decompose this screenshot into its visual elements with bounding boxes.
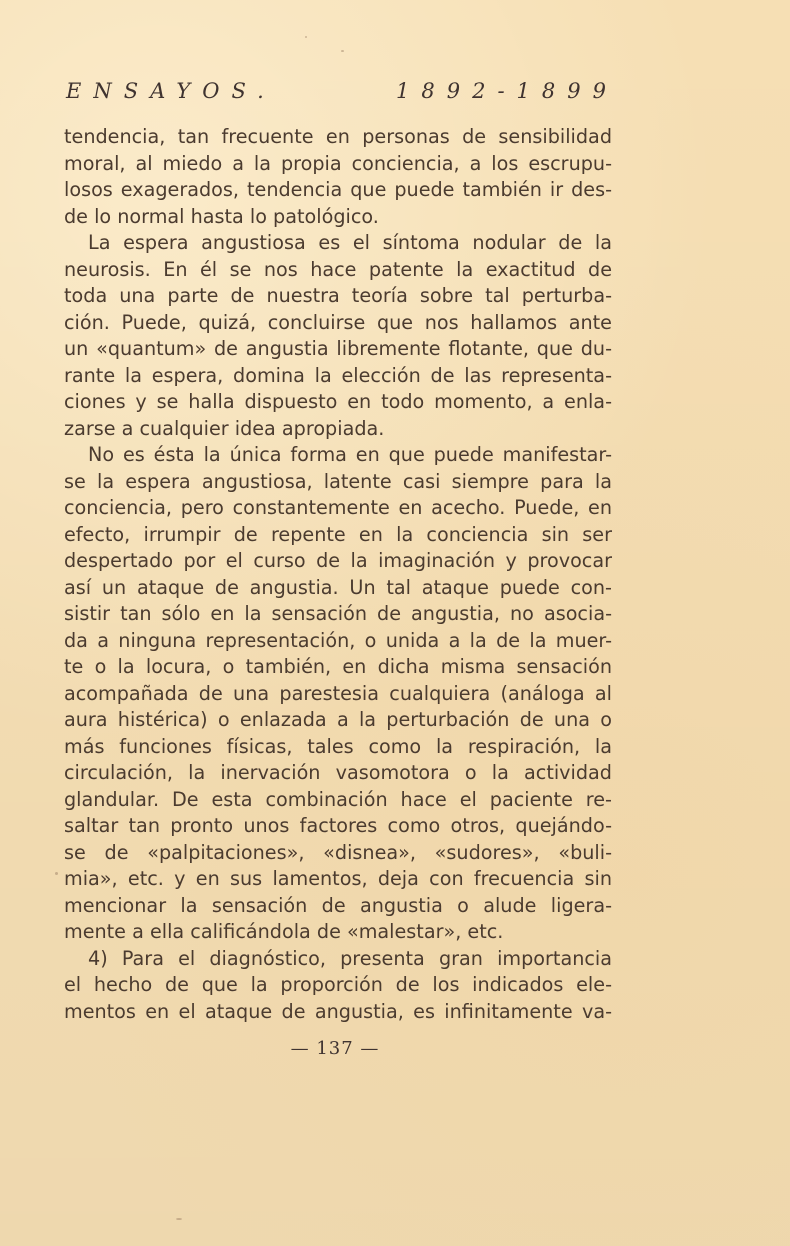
page-number: — 137 —: [290, 1038, 380, 1059]
main-text: [64, 124, 612, 1025]
text-line: mencionar la sensación de angustia o alude ligera-: [64, 893, 612, 917]
text-line: conciencia, pero constantemente en acecho. Puede, en: [64, 496, 612, 519]
text-line: ción. Puede, quizá, concluirse que nos hallamos ante: [64, 310, 612, 334]
paragraph: [64, 124, 612, 230]
text-line: rante la espera, domina la elección de las representa-: [64, 363, 612, 387]
running-header-years: 1892-1899: [396, 79, 618, 103]
text-line: 4) Para el diagnóstico, presenta gran importancia: [88, 946, 612, 970]
text-line: de lo normal hasta lo patológico.: [64, 204, 379, 228]
text-line: se de «palpitaciones», «disnea», «sudores», «buli-: [64, 840, 612, 864]
text-line: el hecho de que la proporción de los indicados ele-: [64, 973, 612, 996]
running-header: [66, 76, 618, 106]
text-line: se la espera angustiosa, latente casi siempre para la: [64, 469, 612, 493]
text-line: mentos en el ataque de angustia, es infinitamente va-: [64, 999, 612, 1023]
text-line: zarse a cualquier idea apropiada.: [64, 416, 385, 440]
text-line: aura histérica) o enlazada a la perturbación de una o: [64, 708, 612, 731]
running-header-title: ENSAYOS.: [66, 79, 276, 103]
paper-speck: [341, 50, 344, 52]
text-line: ciones y se halla dispuesto en todo momento, a enla-: [64, 390, 612, 413]
text-line: despertado por el curso de la imaginación y provocar: [64, 549, 612, 572]
text-line: saltar tan pronto unos factores como otros, quejándo-: [64, 814, 612, 837]
text-line: mia», etc. y en sus lamentos, deja con frecuencia sin: [64, 867, 612, 890]
text-line: da a ninguna representación, o unida a la de la muer-: [64, 628, 612, 652]
text-line: glandular. De esta combinación hace el paciente re-: [64, 787, 612, 811]
text-line: así un ataque de angustia. Un tal ataque puede con-: [64, 575, 612, 599]
paragraph: [64, 946, 612, 1026]
paragraph: [64, 442, 612, 946]
text-line: tendencia, tan frecuente en personas de sensibilidad: [64, 125, 612, 148]
text-line: neurosis. En él se nos hace patente la exactitud de: [64, 257, 612, 281]
text-line: La espera angustiosa es el síntoma nodular de la: [88, 231, 612, 254]
paragraph: [64, 230, 612, 442]
text-line: circulación, la inervación vasomotora o la actividad: [64, 761, 612, 784]
text-line: toda una parte de nuestra teoría sobre tal perturba-: [64, 284, 612, 307]
text-line: sistir tan sólo en la sensación de angustia, no asocia-: [64, 602, 612, 625]
paper-speck: [176, 1218, 182, 1220]
text-line: losos exagerados, tendencia que puede también ir des-: [64, 178, 612, 201]
text-line: moral, al miedo a la propia conciencia, a los escrupu-: [64, 151, 612, 175]
paper-speck: [305, 36, 307, 38]
text-line: efecto, irrumpir de repente en la conciencia sin ser: [64, 522, 612, 546]
paper-speck: [55, 872, 58, 875]
text-line: acompañada de una parestesia cualquiera (análoga al: [64, 681, 612, 705]
text-line: te o la locura, o también, en dicha misma sensación: [64, 655, 612, 678]
text-line: No es ésta la única forma en que puede manifestar-: [88, 443, 612, 466]
text-line: más funciones físicas, tales como la respiración, la: [64, 734, 612, 758]
text-line: un «quantum» de angustia libremente flotante, que du-: [64, 337, 612, 360]
text-line: mente a ella calificándola de «malestar», etc.: [64, 920, 504, 943]
